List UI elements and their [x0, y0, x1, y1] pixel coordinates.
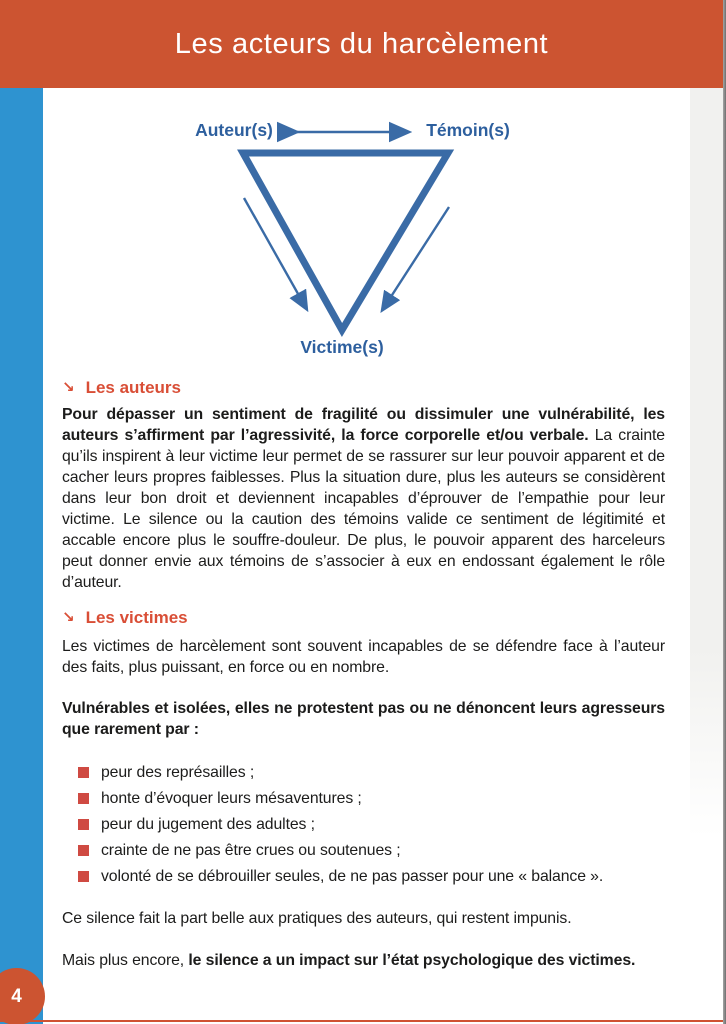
diagram-node-temoins: Témoin(s): [426, 120, 510, 140]
list-item: [78, 840, 665, 861]
closing-paragraph-1: Ce silence fait la part belle aux pratiques des auteurs, qui restent impunis.: [62, 910, 572, 927]
list-item: [78, 814, 665, 835]
list-item: [78, 866, 665, 887]
diagram-node-auteurs: Auteur(s): [195, 120, 273, 140]
section-heading-auteurs-label: Les auteurs: [85, 378, 182, 397]
bullet-square-icon: [78, 871, 89, 882]
bullet-square-icon: [78, 845, 89, 856]
list-item-text: honte d’évoquer leurs mésaventures ;: [101, 790, 362, 807]
list-item-text: volonté de se débrouiller seules, de ne pas passer pour une « balance ».: [101, 868, 604, 885]
bullet-square-icon: [78, 793, 89, 804]
victimes-paragraph-1: Les victimes de harcèlement sont souvent incapables de se défendre face à l’auteur des faits, plus puissant, en force ou en nombre.: [62, 638, 665, 676]
page-number: 4: [11, 985, 22, 1007]
footer-rule: [0, 1020, 723, 1022]
list-item: [78, 788, 665, 809]
triangle-outline: [243, 153, 448, 330]
auteurs-paragraph: [62, 404, 665, 593]
auteurs-paragraph-body: La crainte qu’ils inspirent à leur victime leur permet de se rassurer sur leur pouvoir apparent et de cacher leurs propres faiblesses. Plus la situation dure, plus les auteurs se considèrent dans leur bon droit et deviennent incapables d’éprouver de l’empathie pour leur victime. Le silence ou la caution des témoins valide ce sentiment de légitimité et accable encore plus le souffre-douleur. De plus, le pouvoir apparent des harceleurs peut donner envie aux témoins de s’associer à eux en endossant également le rôle d’auteur.: [62, 427, 665, 591]
closing-2-lead: Mais plus encore,: [62, 952, 189, 969]
arrow-temoins-to-victimes: [383, 207, 449, 309]
victimes-reasons-list: [62, 762, 665, 892]
section-heading-auteurs: [62, 378, 665, 398]
bullet-square-icon: [78, 819, 89, 830]
auteurs-paragraph-lead: Pour dépasser un sentiment de fragilité ou dissimuler une vulnérabilité, les auteurs s’affirment par l’agressivité, la force corporelle et/ou verbale.: [62, 406, 665, 444]
section-heading-victimes: [62, 608, 665, 628]
page-header-banner: [0, 0, 723, 88]
list-item-text: crainte de ne pas être crues ou soutenues ;: [101, 842, 401, 859]
diagram-canvas: [43, 88, 690, 370]
list-item: [78, 762, 665, 783]
page-title: Les acteurs du harcèlement: [174, 27, 549, 60]
section-heading-victimes-label: Les victimes: [85, 608, 188, 627]
page-edge-shading: [690, 88, 723, 1024]
list-item-text: peur des représailles ;: [101, 764, 255, 781]
victimes-paragraph-2: Vulnérables et isolées, elles ne protestent pas ou ne dénoncent leurs agresseurs que rarement par :: [62, 700, 665, 738]
diagram-node-victimes: Victime(s): [300, 337, 384, 357]
harassment-actors-diagram: [43, 88, 690, 370]
section-arrow-icon: ↘: [62, 378, 75, 396]
list-item-text: peur du jugement des adultes ;: [101, 816, 315, 833]
section-arrow-icon: ↘: [62, 608, 75, 626]
closing-2-bold: le silence a un impact sur l’état psychologique des victimes.: [188, 952, 636, 969]
closing-paragraph-2: [62, 950, 665, 971]
bullet-square-icon: [78, 767, 89, 778]
left-accent-strip: [0, 88, 43, 1024]
